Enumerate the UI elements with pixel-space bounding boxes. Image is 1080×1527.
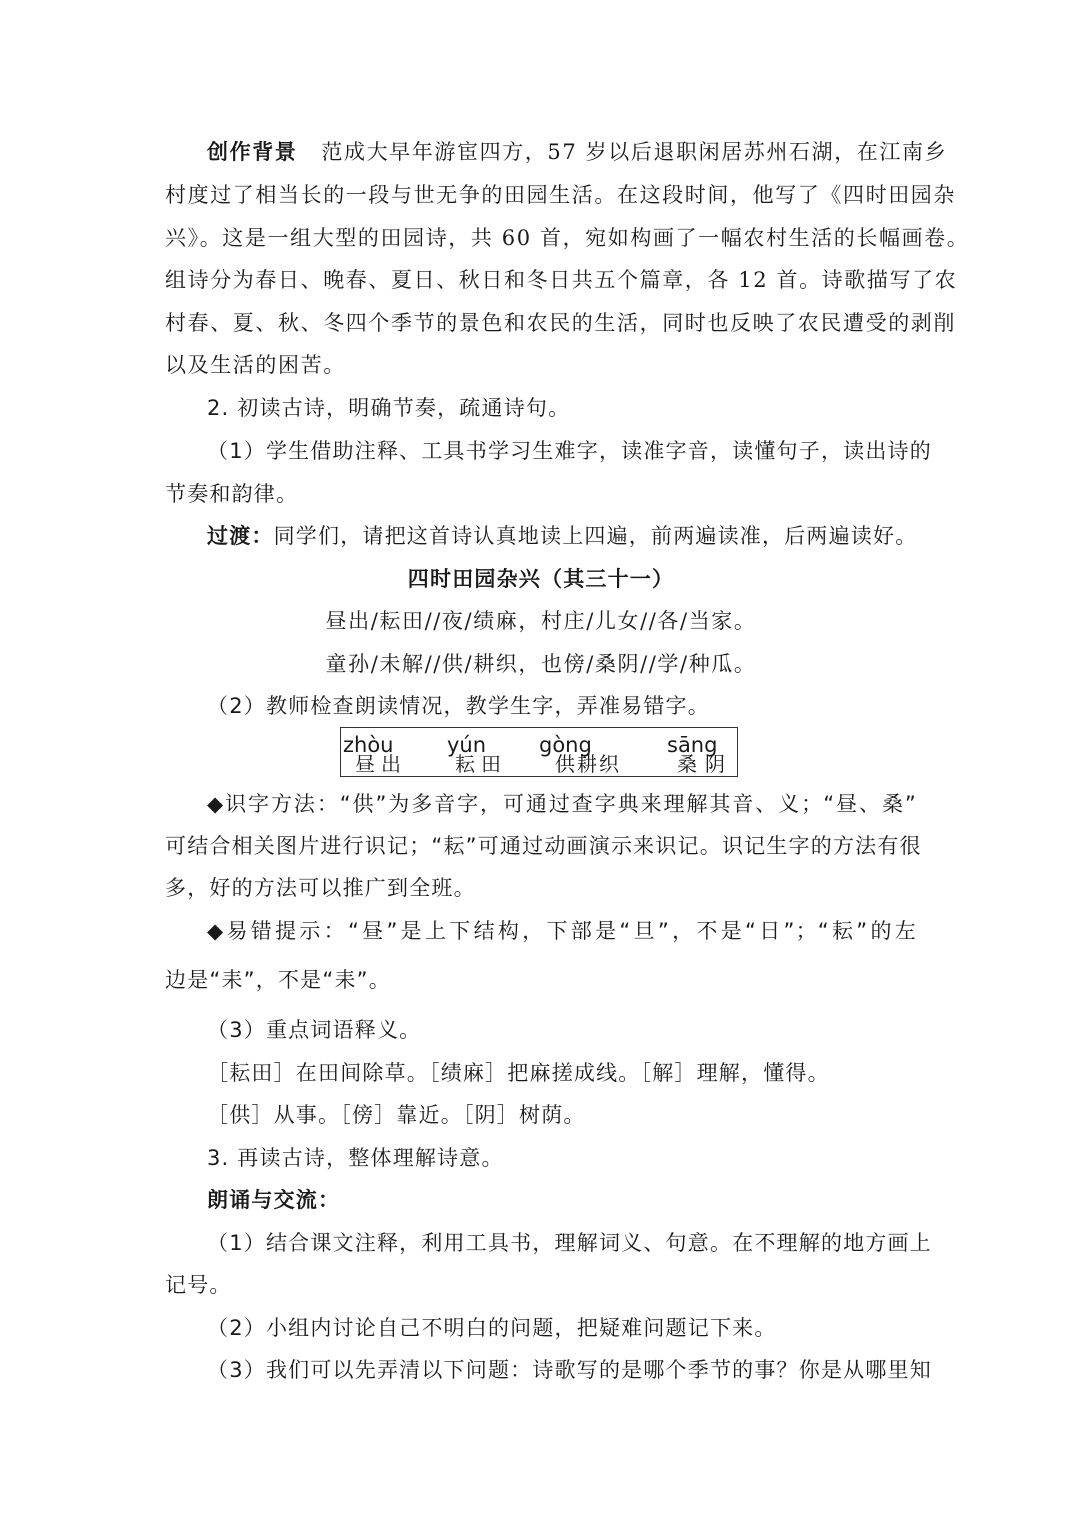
transition-label: 过渡： (207, 524, 274, 548)
background-paragraph-line-3: 兴》。这是一组大型的田园诗，共 60 首，宛如构画了一幅农村生活的长幅画卷。 (165, 226, 970, 250)
background-paragraph-line-5: 村春、夏、秋、冬四个季节的景色和农民的生活，同时也反映了农民遭受的剥削 (165, 311, 956, 335)
step3-item2: （2）小组内讨论自己不明白的问题，把疑难问题记下来。 (207, 1316, 777, 1340)
step3-item1-line2: 记号。 (165, 1273, 232, 1297)
pinyin-box (340, 727, 738, 777)
chars-yun-tian: 耘田 (455, 752, 507, 776)
method-line-2: 可结合相关图片进行识记；“耘”可通过动画演示来识记。识记生字的方法有很 (165, 834, 922, 858)
background-paragraph-line-4: 组诗分为春日、晚春、夏日、秋日和冬日共五个篇章，各 12 首。诗歌描写了农 (165, 268, 958, 292)
vocab-line-2: ［供］从事。［傍］靠近。［阴］树荫。 (207, 1103, 586, 1127)
vocab-line-1: ［耘田］在田间除草。［绩麻］把麻搓成线。［解］理解，懂得。 (207, 1061, 830, 1085)
background-text-1: 范成大早年游宦四方，57 岁以后退职闲居苏州石湖，在江南乡 (321, 140, 948, 164)
step2-title: 2. 初读古诗，明确节奏，疏通诗句。 (207, 396, 571, 420)
step3-item1-line1: （1）结合课文注释，利用工具书，理解词义、句意。在不理解的地方画上 (207, 1231, 932, 1255)
pinyin-gong: gòng (539, 733, 592, 757)
tip-line-2: 边是“耒”，不是“耒”。 (165, 968, 391, 992)
step3-item3: （3）我们可以先弄清以下问题：诗歌写的是哪个季节的事？你是从哪里知 (207, 1358, 932, 1382)
background-label: 创作背景 (207, 139, 298, 164)
chars-gong-geng-zhi: 供耕织 (555, 752, 621, 776)
step2-item1-line2: 节奏和韵律。 (165, 482, 299, 506)
step2-item3: （3）重点词语释义。 (207, 1018, 422, 1042)
background-paragraph-line-6: 以及生活的困苦。 (165, 353, 346, 377)
chars-zhou-chu: 昼出 (355, 752, 407, 776)
method-line-3: 多，好的方法可以推广到全班。 (165, 876, 476, 900)
pinyin-yun: yún (447, 733, 487, 757)
step2-item1-line1: （1）学生借助注释、工具书学习生难字，读准字音，读懂句子，读出诗的 (207, 439, 932, 463)
step2-item2: （2）教师检查朗读情况，教学生字，弄准易错字。 (207, 694, 710, 718)
poem-line-1: 昼出/耘田//夜/绩麻，村庄/儿女//各/当家。 (325, 609, 757, 633)
tip-line-1: ◆易错提示：“昼”是上下结构，下部是“旦”，不是“日”；“耘”的左 (207, 919, 917, 943)
background-paragraph-line-2: 村度过了相当长的一段与世无争的田园生活。在这段时间，他写了《四时田园杂 (165, 183, 956, 207)
step3-subtitle: 朗诵与交流： (207, 1188, 341, 1212)
step3-title: 3. 再读古诗，整体理解诗意。 (207, 1146, 504, 1170)
poem-line-2: 童孙/未解//供/耕织，也傍/桑阴//学/种瓜。 (325, 652, 757, 676)
pinyin-zhou: zhòu (343, 733, 394, 757)
method-line-1: ◆识字方法：“供”为多音字，可通过查字典来理解其音、义；“昼、桑” (207, 792, 917, 816)
transition-line (207, 522, 917, 550)
transition-text: 同学们，请把这首诗认真地读上四遍，前两遍读准，后两遍读好。 (273, 524, 918, 548)
poem-title: 四时田园杂兴（其三十一） (407, 567, 675, 591)
chars-sang-yin: 桑阴 (677, 752, 733, 776)
pinyin-sang: sāng (667, 733, 718, 757)
background-paragraph-line-1 (207, 138, 948, 166)
